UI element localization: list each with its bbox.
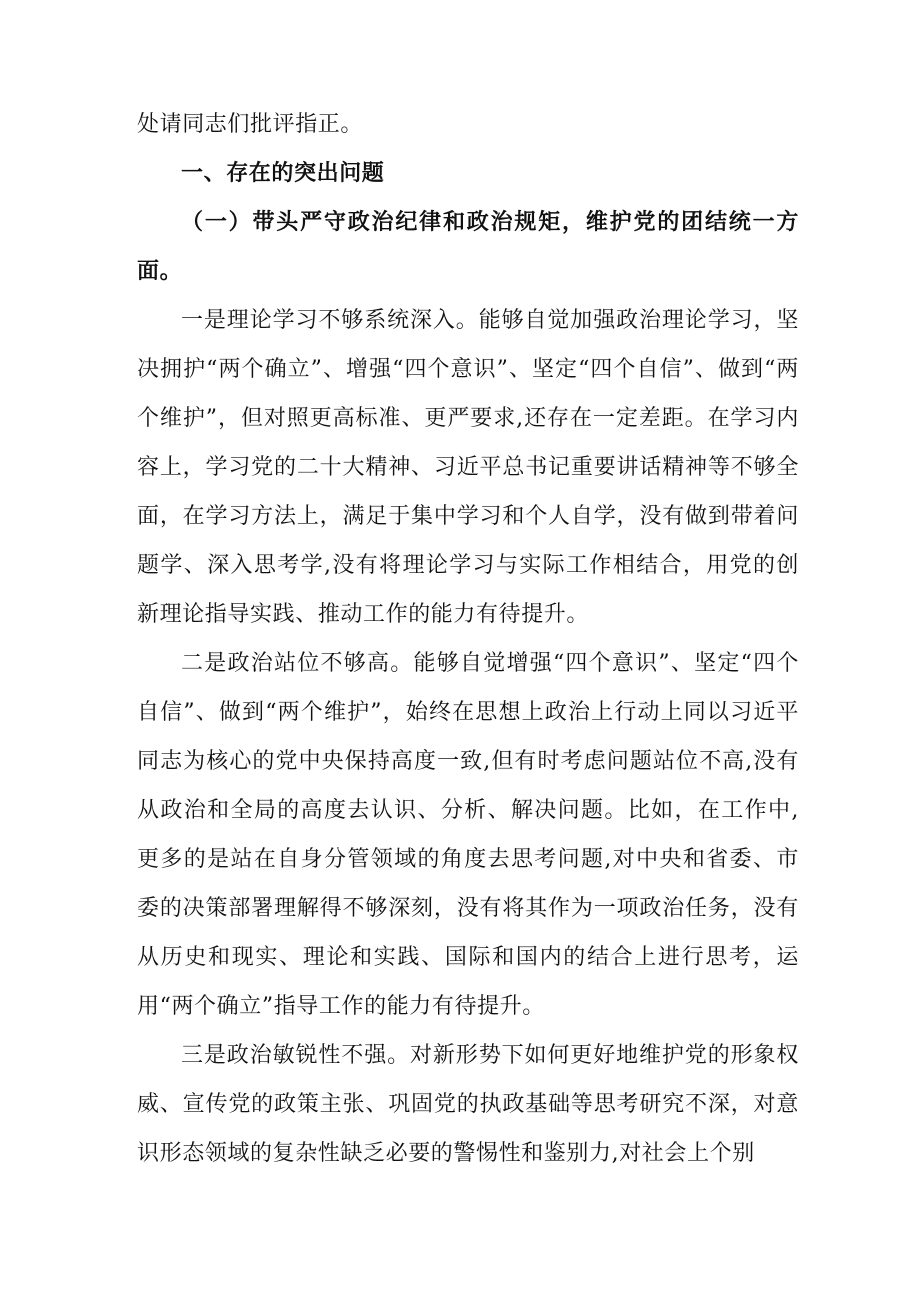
subsection-heading: （一）带头严守政治纪律和政治规矩，维护党的团结统一方面。 bbox=[137, 210, 799, 284]
document-body bbox=[137, 100, 799, 1178]
section-heading: 一、存在的突出问题 bbox=[181, 161, 385, 186]
paragraph-political-sensitivity: 三是政治敏锐性不强。对新形势下如何更好地维护党的形象权威、宣传党的政策主张、巩固党的执政基础等思考研究不深，对意识形态领域的复杂性缺乏必要的警惕性和鉴别力,对社会上个别 bbox=[137, 1043, 799, 1166]
paragraph-theory-study: 一是理论学习不够系统深入。能够自觉加强政治理论学习，坚决拥护“两个确立”、增强“四个意识”、坚定“四个自信”、做到“两个维护”，但对照更高标准、更严要求,还存在一定差距。在学习内容上，学习党的二十大精神、习近平总书记重要讲话精神等不够全面，在学习方法上，满足于集中学习和个人自学，没有做到带着问题学、深入思考学,没有将理论学习与实际工作相结合，用党的创新理论指导实践、推动工作的能力有待提升。 bbox=[137, 308, 799, 627]
paragraph-political-stance: 二是政治站位不够高。能够自觉增强“四个意识”、坚定“四个自信”、做到“两个维护”，始终在思想上政治上行动上同以习近平同志为核心的党中央保持高度一致,但有时考虑问题站位不高,没有从政治和全局的高度去认识、分析、解决问题。比如，在工作中,更多的是站在自身分管领域的角度去思考问题,对中央和省委、市委的决策部署理解得不够深刻，没有将其作为一项政治任务，没有从历史和现实、理论和实践、国际和国内的结合上进行思考，运用“两个确立”指导工作的能力有待提升。 bbox=[137, 651, 799, 1019]
continuation-text: 处请同志们批评指正。 bbox=[137, 112, 364, 137]
